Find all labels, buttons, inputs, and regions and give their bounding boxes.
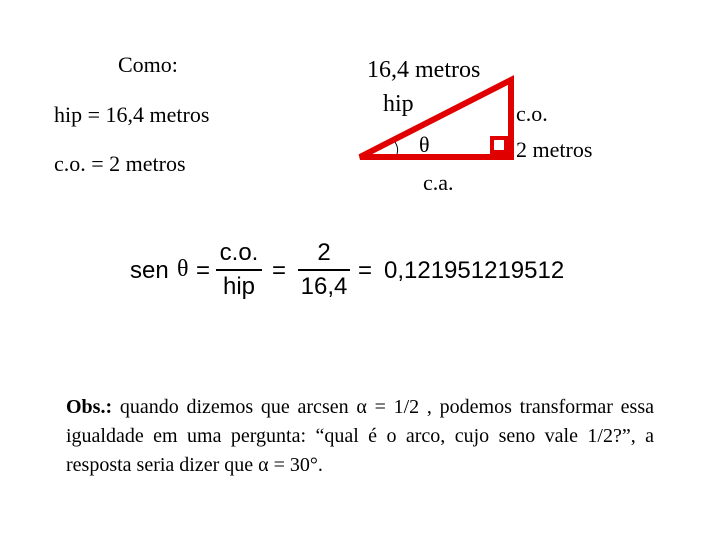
obs-text-2: = 1/2 , podemos transformar essa igualdade em uma pergunta: “qual é o arco, cujo seno vale 1/2?”, a resposta seria dizer que — [66, 396, 654, 476]
obs-label: Obs.: — [66, 396, 113, 418]
alpha-symbol: α — [258, 454, 269, 476]
obs-text-1: quando dizemos que arcsen — [112, 396, 357, 418]
sine-result: 0,121951219512 — [384, 257, 565, 284]
como-label: Como: — [118, 52, 178, 77]
equals-sign-1: = — [196, 257, 211, 284]
fraction-bar — [216, 269, 262, 271]
sen-label: sen — [130, 257, 169, 284]
fraction-2-over-16-4 — [298, 240, 350, 300]
equals-sign-3: = — [358, 257, 373, 284]
fraction-bar — [298, 269, 350, 271]
fraction-co-over-hip — [216, 240, 262, 300]
theta-symbol: θ — [419, 132, 430, 157]
obs-text-3: = 30°. — [268, 454, 323, 476]
fraction-numerator-co: c.o. — [219, 239, 259, 266]
alpha-symbol: α — [356, 396, 367, 418]
observation-paragraph — [66, 393, 654, 480]
fraction-numerator-2: 2 — [317, 239, 331, 266]
hip-value-line: hip = 16,4 metros — [54, 102, 210, 127]
equation-theta: θ — [177, 256, 189, 282]
fraction-denominator-hip: hip — [222, 273, 256, 300]
hypotenuse-label: hip — [383, 91, 414, 117]
right-angle-marker — [492, 138, 506, 152]
angle-arc — [395, 142, 398, 154]
opposite-label: c.o. — [516, 101, 548, 126]
equals-sign-2: = — [272, 257, 287, 284]
opposite-length-label: 2 metros — [516, 137, 593, 162]
co-value-line: c.o. = 2 metros — [54, 151, 186, 176]
fraction-denominator-16-4: 16,4 — [300, 273, 348, 300]
adjacent-label: c.a. — [423, 170, 454, 195]
hypotenuse-length-label: 16,4 metros — [367, 57, 481, 83]
